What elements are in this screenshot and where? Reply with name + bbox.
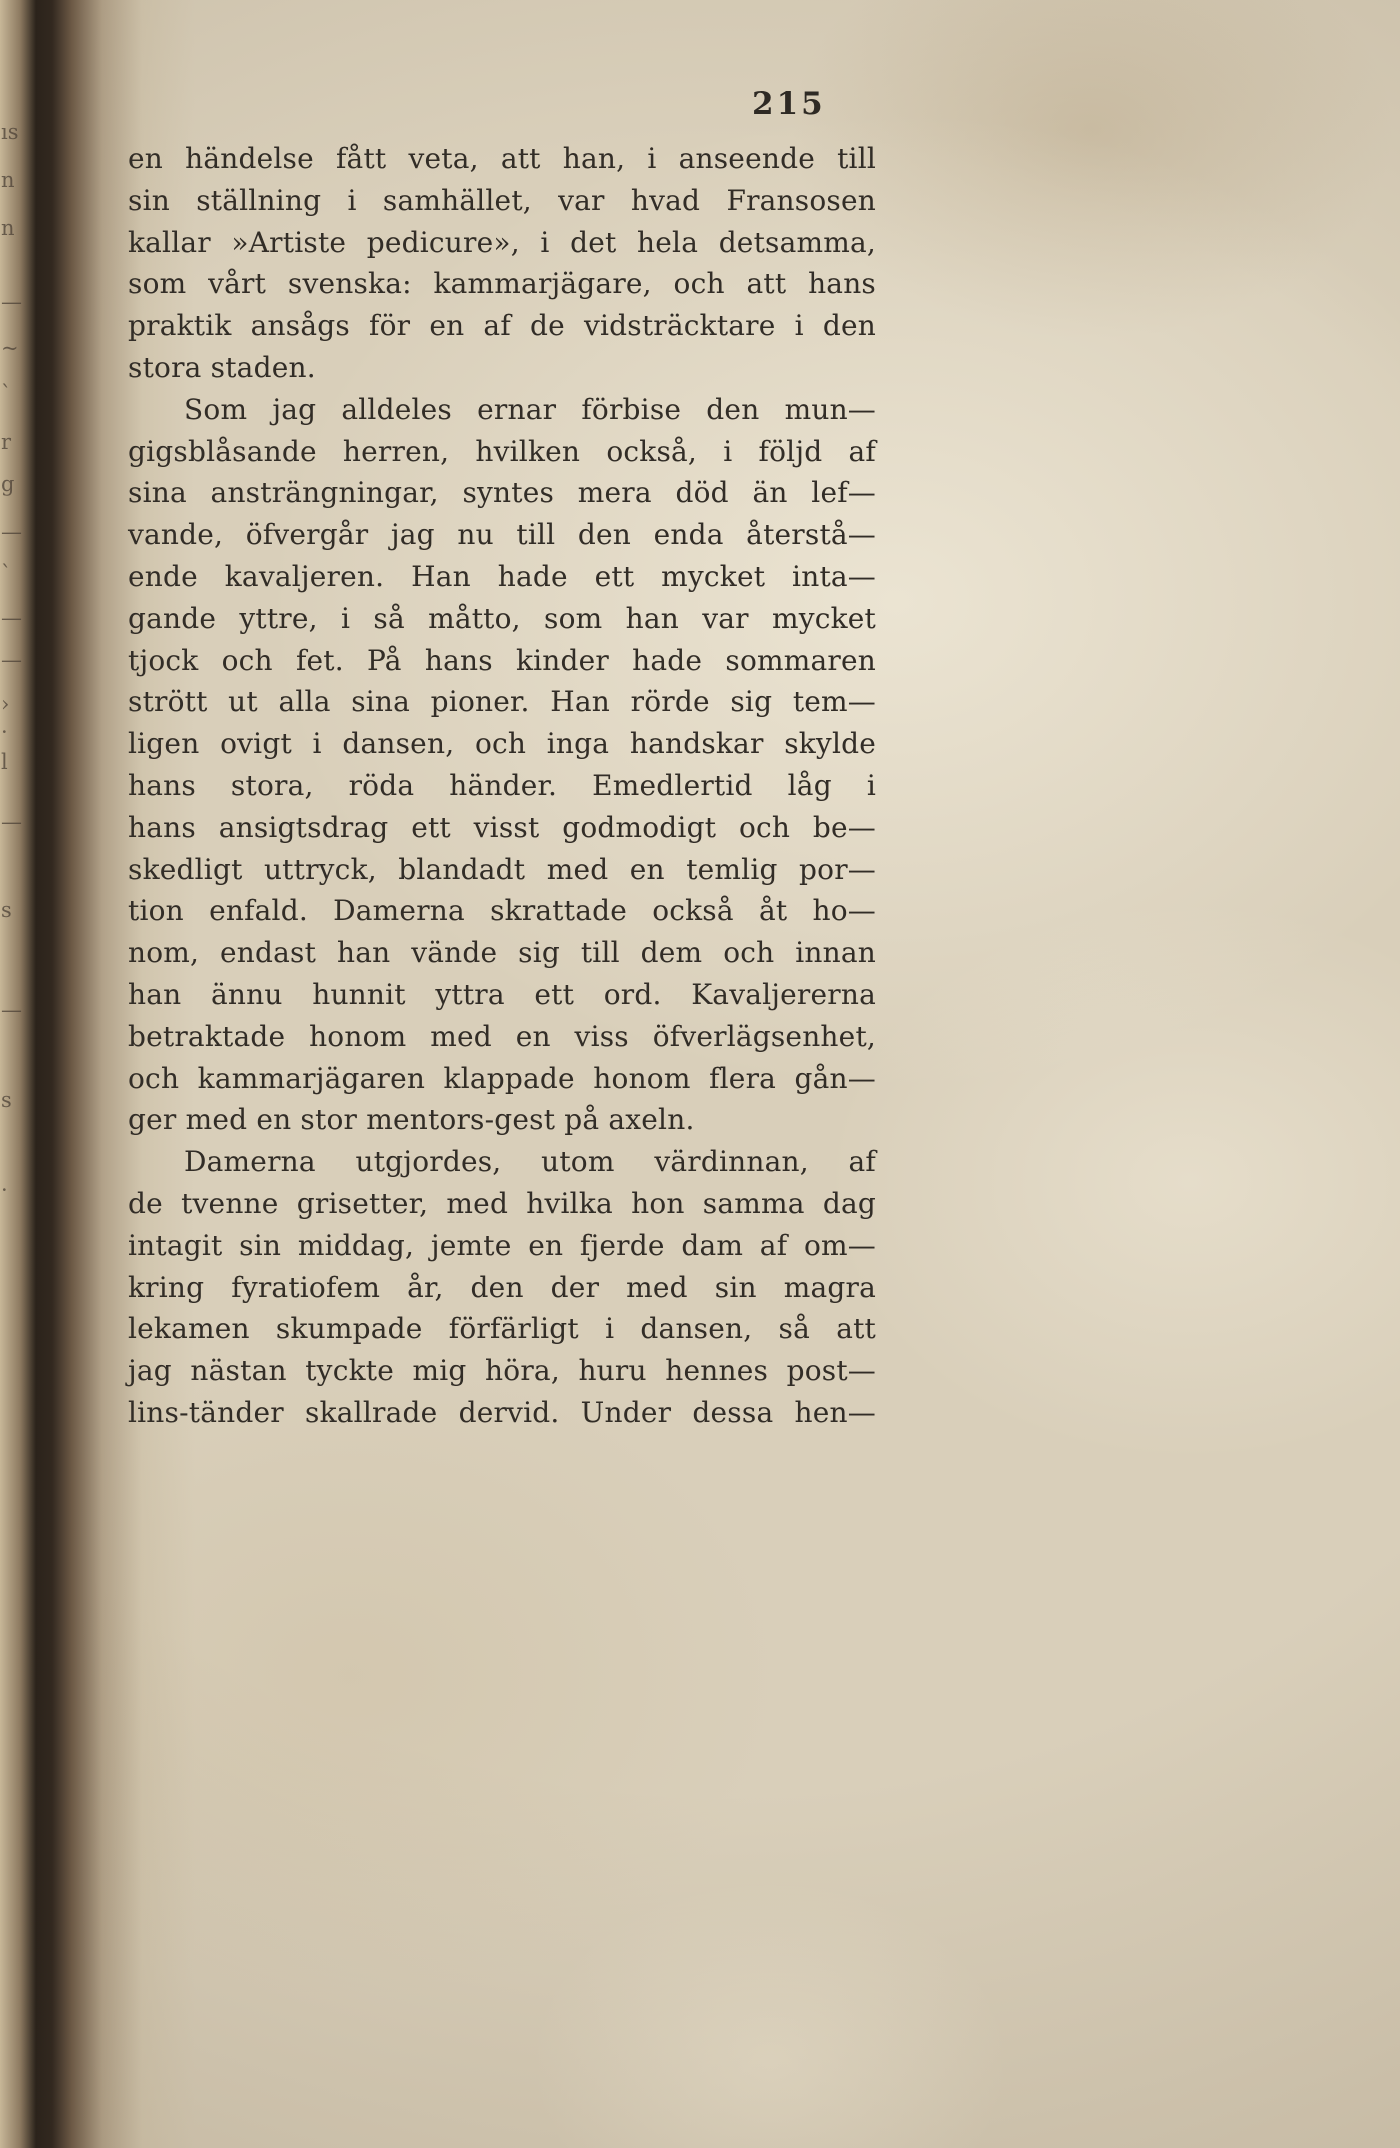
text-line: och kammarjägaren klappade honom flera gån— bbox=[128, 1061, 876, 1095]
text-line: intagit sin middag, jemte en fjerde dam af om— bbox=[128, 1228, 876, 1262]
margin-mark: › bbox=[1, 692, 10, 716]
margin-mark: · bbox=[1, 1178, 8, 1202]
margin-mark: — bbox=[1, 520, 22, 544]
margin-mark: · bbox=[1, 720, 8, 744]
margin-mark: ~ bbox=[1, 336, 19, 360]
margin-mark: — bbox=[1, 606, 22, 630]
text-line: ger med en stor mentors-gest på axeln. bbox=[128, 1103, 695, 1137]
text-line: sin ställning i samhället, var hvad Fransosen bbox=[128, 183, 876, 217]
text-line: betraktade honom med en viss öfverlägsenhet, bbox=[128, 1019, 876, 1053]
text-block bbox=[128, 138, 876, 1434]
margin-mark: s bbox=[1, 898, 12, 922]
text-line: han ännu hunnit yttra ett ord. Kavaljererna bbox=[128, 977, 876, 1011]
margin-mark: r bbox=[1, 430, 12, 454]
text-line: stora staden. bbox=[128, 350, 316, 384]
text-line: gande yttre, i så måtto, som han var mycket bbox=[128, 601, 876, 635]
text-line: gigsblåsande herren, hvilken också, i följd af bbox=[128, 434, 876, 468]
margin-mark: ` bbox=[1, 562, 12, 586]
margin-mark: l bbox=[1, 750, 8, 774]
text-line: nom, endast han vände sig till dem och innan bbox=[128, 936, 876, 970]
margin-mark: — bbox=[1, 648, 22, 672]
margin-mark: ` bbox=[1, 382, 12, 406]
text-line: jag nästan tyckte mig höra, huru hennes post— bbox=[128, 1354, 876, 1388]
text-line: ligen ovigt i dansen, och inga handskar skylde bbox=[128, 727, 876, 761]
margin-mark: ıs bbox=[1, 120, 19, 144]
text-line: sina ansträngningar, syntes mera död än lef— bbox=[128, 476, 876, 510]
text-line: lekamen skumpade förfärligt i dansen, så att bbox=[128, 1312, 876, 1346]
margin-mark: — bbox=[1, 998, 22, 1022]
text-line: lins-tänder skallrade dervid. Under dessa hen— bbox=[128, 1395, 876, 1429]
margin-mark: — bbox=[1, 290, 22, 314]
text-line: ende kavaljeren. Han hade ett mycket inta— bbox=[128, 559, 876, 593]
text-line: Som jag alldeles ernar förbise den mun— bbox=[184, 392, 876, 426]
margin-mark: — bbox=[1, 810, 22, 834]
text-line: kring fyratiofem år, den der med sin magra bbox=[128, 1270, 876, 1304]
text-line: hans stora, röda händer. Emedlertid låg i bbox=[128, 768, 876, 802]
margin-mark: s bbox=[1, 1088, 12, 1112]
margin-mark: n bbox=[1, 216, 15, 240]
margin-marks bbox=[0, 0, 30, 2148]
margin-mark: g bbox=[1, 472, 15, 496]
text-line: Damerna utgjordes, utom värdinnan, af bbox=[184, 1145, 876, 1179]
text-line: tjock och fet. På hans kinder hade sommaren bbox=[128, 643, 876, 677]
text-line: skedligt uttryck, blandadt med en temlig por— bbox=[128, 852, 876, 886]
text-line: tion enfald. Damerna skrattade också åt ho— bbox=[128, 894, 876, 928]
text-line: praktik ansågs för en af de vidsträcktare i den bbox=[128, 309, 876, 343]
text-line: hans ansigtsdrag ett visst godmodigt och be— bbox=[128, 810, 876, 844]
text-line: de tvenne grisetter, med hvilka hon samma dag bbox=[128, 1186, 876, 1220]
page-number: 215 bbox=[752, 86, 826, 122]
margin-mark: n bbox=[1, 168, 15, 192]
text-line: kallar »Artiste pedicure», i det hela detsamma, bbox=[128, 225, 876, 259]
text-line: strött ut alla sina pioner. Han rörde sig tem— bbox=[128, 685, 876, 719]
text-line: vande, öfvergår jag nu till den enda återstå— bbox=[128, 518, 876, 552]
text-line: som vårt svenska: kammarjägare, och att hans bbox=[128, 267, 876, 301]
text-line: en händelse fått veta, att han, i anseende till bbox=[128, 142, 876, 175]
